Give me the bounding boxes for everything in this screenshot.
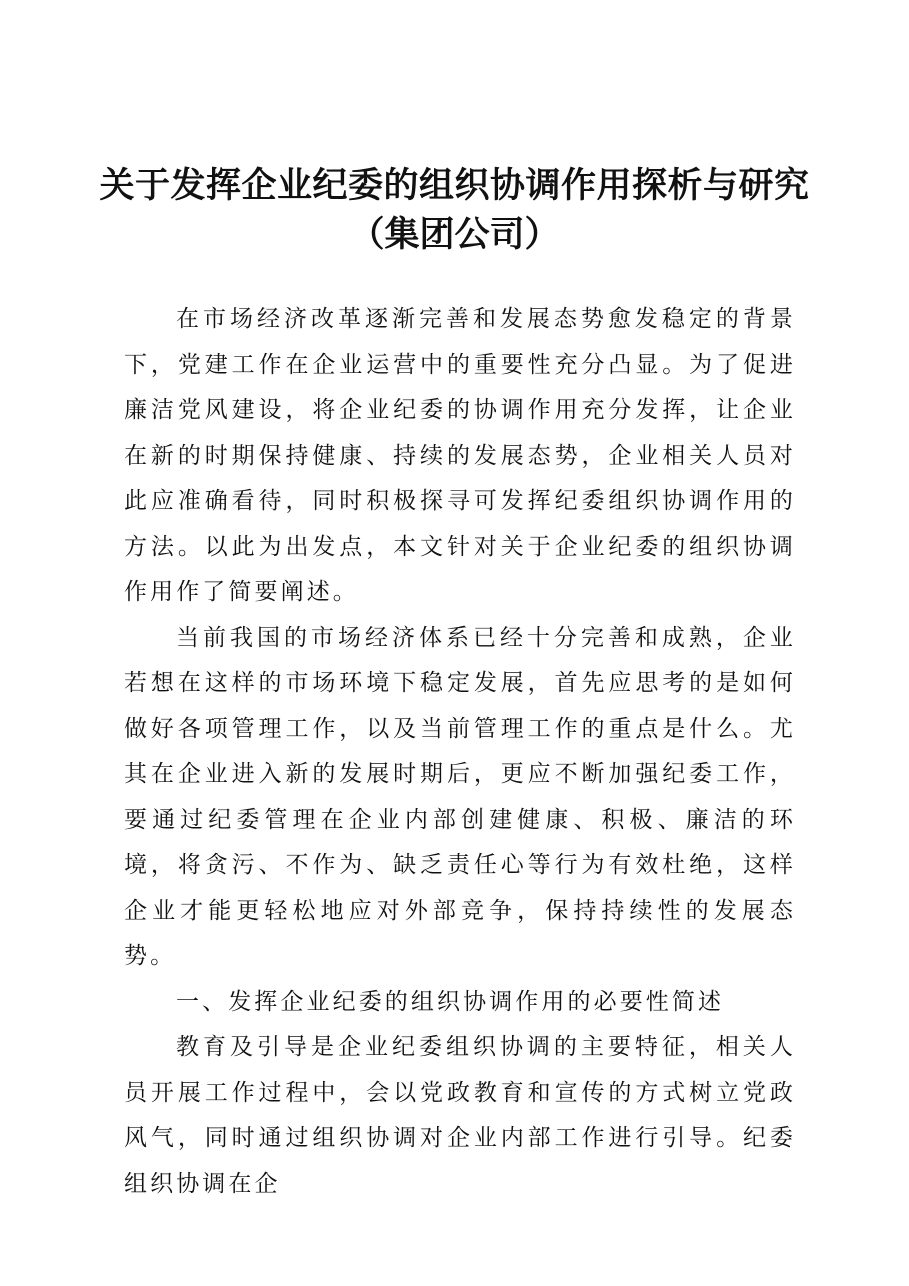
document-subtitle: （集团公司） (349, 215, 560, 255)
document-body (124, 297, 796, 1207)
body-paragraph: 当前我国的市场经济体系已经十分完善和成熟，企业若想在这样的市场环境下稳定发展，首先应思考的是如何做好各项管理工作，以及当前管理工作的重点是什么。尤其在企业进入新的发展时期后，更应不断加强纪委工作，要通过纪委管理在企业内部创建健康、积极、廉洁的环境，将贪污、不作为、缺乏责任心等行为有效杜绝，这样企业才能更轻松地应对外部竞争，保持持续性的发展态势。 (124, 624, 796, 969)
section-heading: 一、发挥企业纪委的组织协调作用的必要性简述 (176, 988, 725, 1015)
body-paragraph: 在市场经济改革逐渐完善和发展态势愈发稳定的背景下，党建工作在企业运营中的重要性充分凸显。为了促进廉洁党风建设，将企业纪委的协调作用充分发挥，让企业在新的时期保持健康、持续的发展态势，企业相关人员对此应准确看待，同时积极探寻可发挥纪委组织协调作用的方法。以此为出发点，本文针对关于企业纪委的组织协调作用作了简要阐述。 (124, 306, 796, 605)
body-paragraph: 教育及引导是企业纪委组织协调的主要特征，相关人员开展工作过程中，会以党政教育和宣传的方式树立党政风气，同时通过组织协调对企业内部工作进行引导。纪委组织协调在企 (124, 1034, 796, 1197)
document-title: 关于发挥企业纪委的组织协调作用探析与研究 (99, 166, 810, 206)
